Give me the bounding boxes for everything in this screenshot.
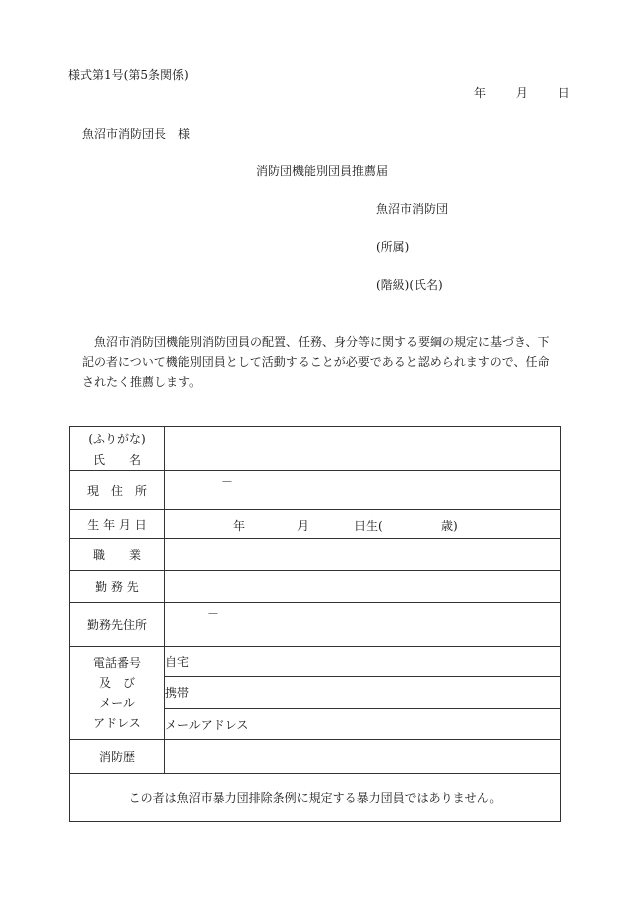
date-day: 日 [557,86,570,100]
workplace-label: 勤 務 先 [70,571,165,603]
table-row-notice [70,774,561,822]
workplace-postal-dash: － [207,607,220,621]
date-month: 月 [515,86,528,100]
birth-field[interactable] [165,510,561,539]
document-title: 消防団機能別団員推薦届 [256,164,389,178]
table-row-history [70,740,561,774]
phone-label-4: アドレス [93,716,141,730]
table-row-birth [70,510,561,539]
phone-label-3: メール [99,696,135,710]
history-field[interactable] [165,740,561,774]
notice-text: この者は魚沼市暴力団排除条例に規定する暴力団員ではありません。 [70,774,561,822]
birth-age-unit: 歳) [441,519,458,533]
date-year: 年 [474,86,487,100]
occupation-label: 職 業 [70,539,165,571]
addressee: 魚沼市消防団長 様 [82,127,191,141]
phone-label-2: 及 び [98,676,135,690]
table-row-workplace-address [70,603,561,647]
name-label: 氏 名 [92,452,141,467]
email-label: メールアドレス [165,717,249,732]
address-field[interactable] [165,471,561,510]
history-label: 消防歴 [70,740,165,774]
table-row-occupation [70,539,561,571]
phone-label-1: 電話番号 [92,656,141,670]
table-row-address [70,471,561,510]
birth-year: 年 [233,519,246,533]
birth-label: 生 年 月 日 [70,510,165,539]
recommender-affiliation: (所属) [376,240,410,254]
birth-day-age: 日生( [354,519,383,533]
workplace-field[interactable] [165,571,561,603]
furigana-label: (ふりがな) [88,431,146,446]
phone-label [70,647,165,740]
name-label-cell [70,427,165,471]
table-row-workplace [70,571,561,603]
email-field[interactable] [165,709,561,740]
workplace-address-label: 勤務先住所 [70,603,165,647]
occupation-field[interactable] [165,539,561,571]
birth-month: 月 [297,519,310,533]
table-row-name [70,427,561,471]
workplace-address-field[interactable] [165,603,561,647]
body-text: 魚沼市消防団機能別消防団員の配置、任務、身分等に関する要綱の規定に基づき、下記の者について機能別団員として活動することが必要であると認められますので、任命されたく推薦します。 [82,335,550,389]
application-table [69,426,561,822]
table-row-home-phone [70,647,561,677]
date-line [474,84,578,101]
mobile-field[interactable] [165,677,561,709]
home-phone-field[interactable] [165,647,561,677]
recommender-rank-name: (階級)(氏名) [376,278,443,292]
postal-dash: － [221,475,234,489]
form-number: 様式第1号(第5条関係) [68,68,189,82]
mobile-label: 携帯 [165,686,190,700]
address-label: 現 住 所 [70,471,165,510]
home-label: 自宅 [165,655,190,669]
name-field[interactable] [165,427,561,471]
recommender-org: 魚沼市消防団 [376,202,449,216]
